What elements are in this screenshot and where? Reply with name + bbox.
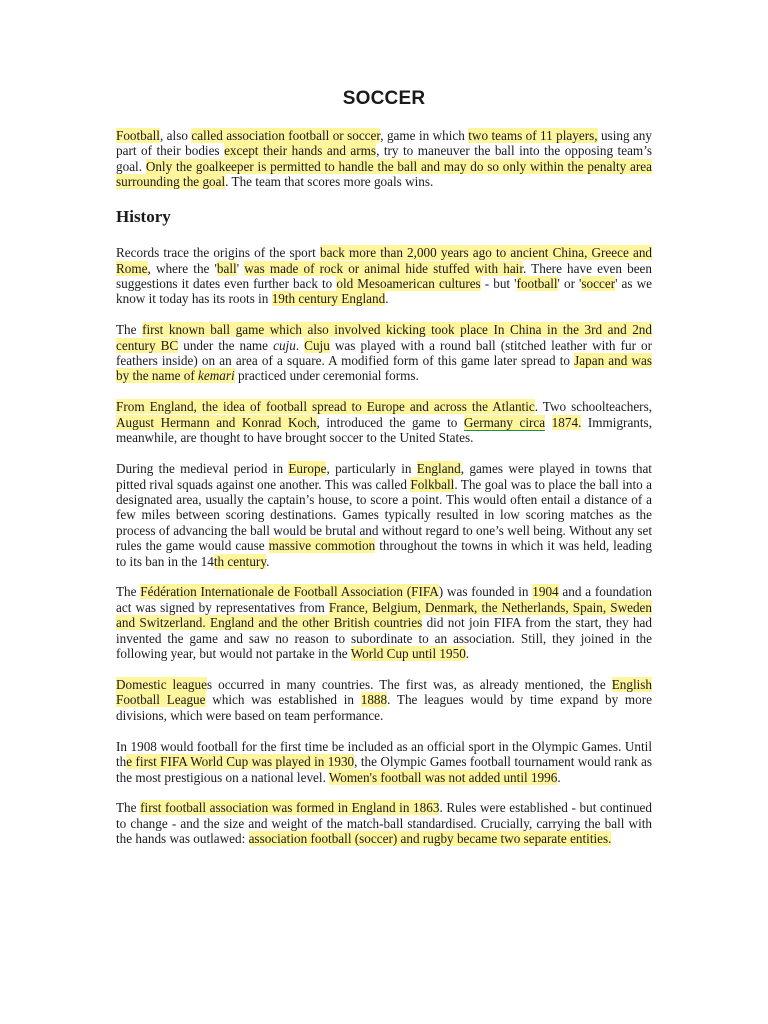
section-heading-history: History [116, 207, 171, 227]
highlighted-text: 1874. [551, 414, 582, 430]
highlighted-text: association football (soccer) and rugby became two separate entities. [248, 831, 612, 847]
highlighted-text: old Mesoamerican cultures [336, 275, 481, 291]
history-paragraph-olympics: In 1908 would football for the first time be included as an official sport in the Olympic Games. Until the first FIFA World Cup was played in 1930, the Olympic Games football tournament would rank as the most prestigious on a national level. Women's football was not added until 1996. [116, 738, 652, 785]
highlighted-text: except their hands and arms [224, 143, 377, 159]
history-paragraph-cuju: The first known ball game which also involved kicking took place In China in the 3rd and 2nd century BC under the name cuju. Cuju was played with a round ball (stitched leather with fur or feathers inside) on an area of a square. A modified form of this game later spread to Japan and was by the name of kemari practiced under ceremonial forms. [116, 322, 652, 384]
highlighted-text: Cuju [304, 337, 330, 353]
history-paragraph-fifa: The Fédération Internationale de Football Association (FIFA) was founded in 1904 and a foundation act was signed by representatives from France, Belgium, Denmark, the Netherlands, Spain, Sweden and Switzerland. England and the other British countries did not join FIFA from the start, they had invented the game and saw no reason to subordinate to an association. Still, they joined in the following year, but would not partake in the World Cup until 1950. [116, 584, 653, 662]
highlighted-text: e first FIFA World Cup was played in 1930 [126, 754, 355, 770]
highlighted-text: massive commotion [268, 538, 376, 554]
text-run: cuju [273, 337, 296, 353]
highlighted-text: soccer [581, 275, 616, 291]
history-paragraph-association: The first football association was formed in England in 1863. Rules were established - but continued to change - and the size and weight of the match-ball standardised. Crucially, carrying the ball with the hands was outlawed: association football (soccer) and rugby became two separate entities. [116, 800, 652, 847]
intro-paragraph: Football, also called association football or soccer, game in which two teams of 11 players, using any part of their bodies except their hands and arms, try to maneuver the ball into the opposing team’s goal. Only the goalkeeper is permitted to handle the ball and may do so only within the penalty area surrounding the goal. The team that scores more goals wins. [116, 128, 652, 190]
highlighted-text: Folkball [410, 476, 455, 492]
highlighted-text: 19th century England [271, 291, 386, 307]
highlighted-text: August Hermann and Konrad Koch [116, 414, 317, 430]
highlighted-text: World Cup until 1950 [350, 646, 466, 662]
highlighted-text: two teams of 11 players, [468, 128, 598, 143]
highlighted-text: th century [213, 553, 267, 569]
highlighted-text: Football [116, 128, 160, 143]
highlighted-text: Only the goalkeeper is permitted to handle the ball and may do so only within the penalty area surrounding the goal [116, 158, 652, 190]
highlighted-text: first football association was formed in England in 1863 [140, 800, 440, 816]
history-paragraph-spread: From England, the idea of football spread to Europe and across the Atlantic. Two schoolteachers, August Hermann and Konrad Koch, introduced the game to Germany circa 1874. Immigrants, meanwhile, are thought to have brought soccer to the United States. [116, 399, 653, 446]
highlighted-text: Women's football was not added until 1996 [328, 769, 558, 785]
highlighted-text: back more than 2,000 years ago to ancient China, Greece and Rome [116, 245, 653, 276]
highlighted-text: English Football League [116, 676, 653, 708]
highlighted-text: was made of rock or animal hide stuffed with hair [244, 260, 523, 276]
highlighted-text: first known ball game which also involved kicking took place In China in the 3rd and 2nd century BC [116, 322, 652, 353]
highlighted-text: Germany circa [463, 414, 546, 430]
highlighted-text: 1888 [360, 692, 388, 708]
document-page [116, 86, 652, 862]
document-title: SOCCER [342, 88, 426, 109]
highlighted-text: football [516, 275, 558, 291]
history-paragraph-origins: Records trace the origins of the sport back more than 2,000 years ago to ancient China, Greece and Rome, where the 'ball' was made of rock or animal hide stuffed with hair. There have even been suggestions it dates even further back to old Mesoamerican cultures - but 'football' or 'soccer' as we know it today has its roots in 19th century England. [116, 245, 653, 307]
highlighted-text: Japan and was by the name of [116, 353, 652, 384]
history-paragraph-medieval: During the medieval period in Europe, particularly in England, games were played in towns that pitted rival squads against one another. This was called Folkball. The goal was to place the ball into a designated area, usually the captain’s house, to score a point. This would often entail a distance of a few miles between scoring destinations. Games typically resulted in low scoring matches as the process of advancing the ball would be brutal and without regard to one’s well being. Without any set rules the game would cause massive commotion throughout the towns in which it was held, leading to its ban in the 14th century. [116, 461, 652, 569]
highlighted-text: Fédération Internationale de Football Association (FIFA [140, 584, 439, 600]
highlighted-text: England [416, 461, 461, 477]
highlighted-text: From England, the idea of football spread to Europe and across the Atlantic [116, 399, 535, 415]
highlighted-text: ball [216, 260, 237, 276]
highlighted-text: Domestic league [116, 676, 207, 692]
highlighted-text: France, Belgium, Denmark, the Netherlands, Spain, Sweden and Switzerland. England and the other British countries [116, 599, 652, 631]
highlighted-text: 1904 [532, 584, 559, 600]
highlighted-text: called association football or soccer [191, 128, 381, 143]
highlighted-text: Europe [288, 461, 327, 477]
history-paragraph-leagues: Domestic leagues occurred in many countries. The first was, as already mentioned, the English Football League which was established in 1888. The leagues would by time expand by more divisions, which were based on team performance. [116, 676, 653, 723]
highlighted-text: kemari [198, 368, 235, 384]
